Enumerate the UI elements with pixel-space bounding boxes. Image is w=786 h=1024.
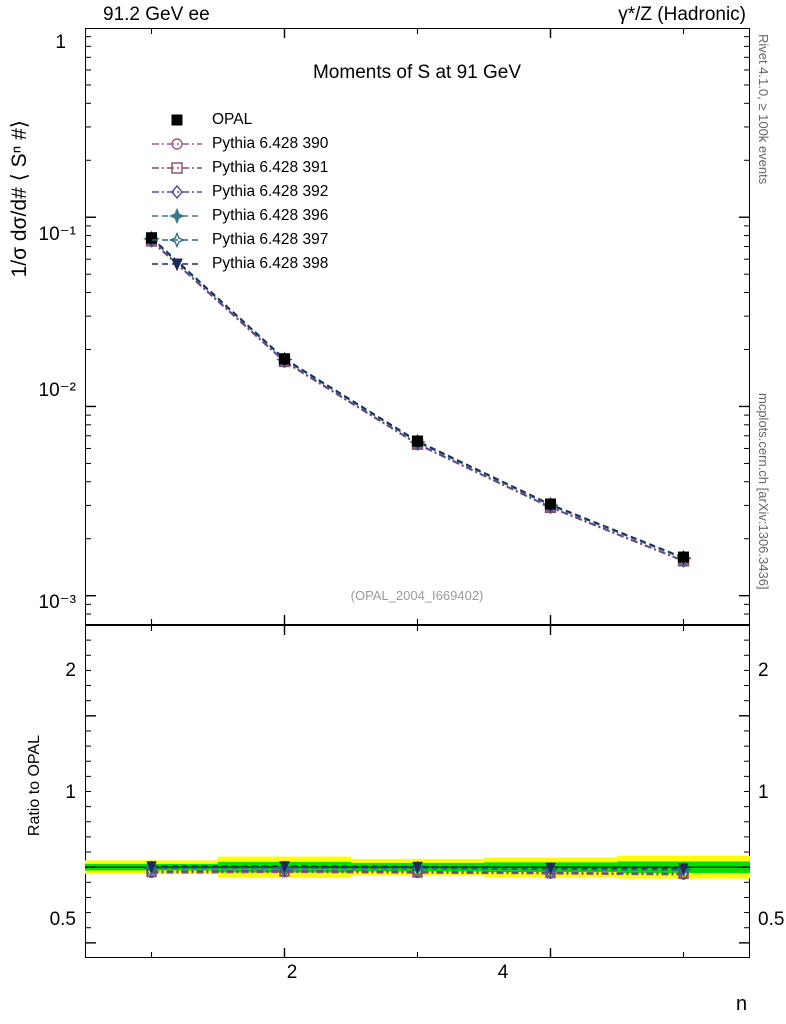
legend-item: [150, 252, 328, 276]
y-tick-label-1: 1: [55, 32, 66, 53]
legend-marker-opal: [150, 110, 204, 130]
plot-title: Moments of S at 91 GeV: [312, 62, 522, 83]
legend: [150, 108, 328, 276]
y-axis-label: 1/σ dσ/d# ⟨ Sⁿ #⟩: [8, 120, 31, 278]
analysis-id-watermark: (OPAL_2004_I669402): [350, 588, 484, 603]
ratio-y-tick-label-1-right: 1: [758, 782, 769, 803]
legend-item: [150, 108, 328, 132]
legend-marker-398: [150, 254, 204, 274]
y-tick-label-3: 10⁻²: [38, 380, 76, 401]
legend-marker-397: [150, 230, 204, 250]
legend-label: Pythia 6.428 398: [212, 255, 329, 272]
legend-item: [150, 156, 328, 180]
header-left-label: 91.2 GeV ee: [103, 4, 210, 25]
legend-label: Pythia 6.428 392: [212, 183, 329, 200]
ratio-y-tick-label-05-right: 0.5: [758, 909, 785, 930]
ratio-y-tick-label-2-right: 2: [758, 660, 769, 681]
y-tick-label-4: 10⁻³: [38, 592, 76, 613]
legend-label: Pythia 6.428 396: [212, 207, 329, 224]
legend-item: [150, 204, 328, 228]
header-right-label: γ*/Z (Hadronic): [618, 4, 746, 25]
mcplots-reference-label: mcplots.cern.ch [arXiv:1306.3436]: [756, 393, 771, 590]
ratio-y-axis-label: Ratio to OPAL: [26, 735, 43, 837]
legend-marker-390: [150, 134, 204, 154]
rivet-version-label: Rivet 4.1.0, ≥ 100k events: [756, 34, 771, 185]
legend-item: [150, 228, 328, 252]
x-tick-label-2: 2: [286, 962, 298, 983]
legend-marker-396: [150, 206, 204, 226]
legend-label: Pythia 6.428 391: [212, 159, 329, 176]
legend-marker-392: [150, 182, 204, 202]
ratio-plot-canvas: [85, 625, 750, 958]
legend-label: OPAL: [212, 111, 253, 128]
legend-label: Pythia 6.428 397: [212, 231, 329, 248]
legend-item: [150, 132, 328, 156]
ratio-y-tick-label-05-left: 0.5: [49, 909, 76, 930]
legend-marker-391: [150, 158, 204, 178]
ratio-y-tick-label-2-left: 2: [65, 660, 76, 681]
x-axis-label: n: [736, 993, 748, 1015]
x-tick-label-4: 4: [497, 962, 509, 983]
legend-item: [150, 180, 328, 204]
ratio-y-tick-label-1-left: 1: [65, 782, 76, 803]
y-tick-label-2: 10⁻¹: [38, 224, 76, 245]
legend-label: Pythia 6.428 390: [212, 135, 329, 152]
